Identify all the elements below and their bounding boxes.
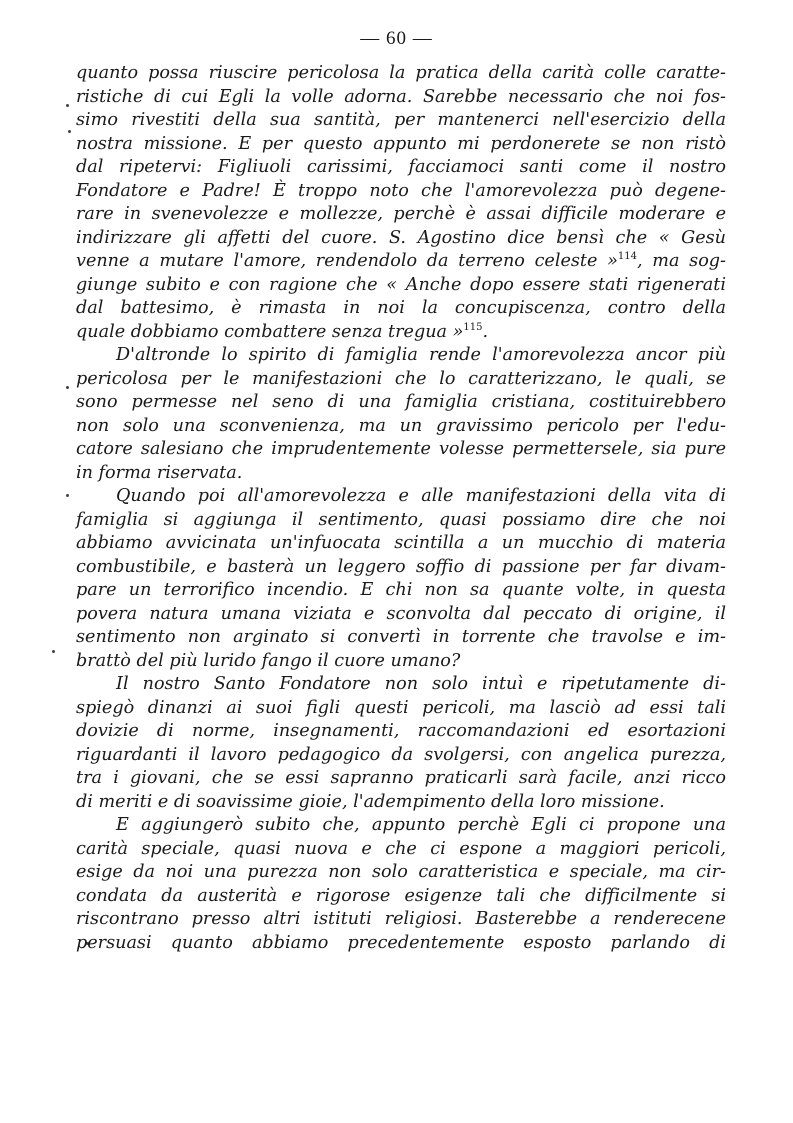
margin-speck bbox=[52, 650, 55, 653]
text-line bbox=[76, 109, 726, 133]
text-line bbox=[76, 932, 726, 956]
text-line bbox=[76, 274, 726, 298]
text-line-content: venne a mutare l'amore, rendendolo da terreno celeste » bbox=[76, 251, 618, 271]
text-line bbox=[76, 673, 726, 697]
text-line bbox=[76, 133, 726, 157]
text-line-content: indirizzare gli affetti del cuore. S. Agostino dice bensì che « Gesù bbox=[76, 227, 726, 248]
text-line-continuation: . bbox=[482, 321, 489, 342]
text-line-content: condata da austerità e rigorose esigenze tali che difficilmente si bbox=[76, 885, 726, 906]
text-line-content: abbiamo avvicinata un'infuocata scintilla a un mucchio di materia bbox=[76, 533, 726, 553]
text-line bbox=[76, 203, 726, 227]
text-line-content: quale dobbiamo combattere senza tregua » bbox=[76, 321, 464, 342]
text-line bbox=[76, 227, 726, 251]
text-line bbox=[76, 720, 726, 744]
text-line-content: di meriti e di soavissime gioie, l'adempimento della loro missione. bbox=[76, 791, 665, 812]
text-line-content: Il nostro Santo Fondatore non solo intuì e ripetutamente di- bbox=[116, 674, 726, 694]
text-line bbox=[76, 814, 726, 838]
text-line-content: non solo una sconvenienza, ma un gravissimo pericolo per l'edu- bbox=[76, 415, 726, 436]
body-text bbox=[76, 62, 726, 955]
text-line-content: quanto possa riuscire pericolosa la pratica della carità colle caratte- bbox=[76, 63, 726, 83]
text-line-content: pare un terrorifico incendio. E chi non sa quante volte, in questa bbox=[76, 580, 726, 600]
text-line-content: catore salesiano che imprudentemente volesse permettersele, sia pure bbox=[76, 439, 726, 459]
text-line-content: sono permesse nel seno di una famiglia cristiana, costituirebbero bbox=[76, 392, 726, 412]
text-line-content: riguardanti il lavoro pedagogico da svolgersi, con angelica purezza, bbox=[76, 744, 726, 765]
text-line-content: famiglia si aggiunga il sentimento, quasi possiamo dire che noi bbox=[76, 509, 726, 530]
text-line-content: rare in svenevolezze e mollezze, perchè è assai difficile moderare e bbox=[76, 204, 726, 224]
text-line bbox=[76, 62, 726, 86]
text-line bbox=[76, 885, 726, 909]
text-line bbox=[76, 556, 726, 580]
text-line bbox=[76, 532, 726, 556]
text-line bbox=[76, 626, 726, 650]
text-line bbox=[76, 321, 726, 345]
text-line bbox=[76, 485, 726, 509]
text-line bbox=[76, 180, 726, 204]
page-number: — 60 — bbox=[360, 28, 433, 49]
text-line bbox=[76, 579, 726, 603]
margin-speck bbox=[68, 130, 71, 133]
text-line-continuation: , ma sog- bbox=[636, 251, 726, 271]
text-line-content: giunge subito e con ragione che « Anche dopo essere stati rigenerati bbox=[76, 274, 726, 295]
text-line bbox=[76, 838, 726, 862]
text-line bbox=[76, 344, 726, 368]
footnote-reference: 115 bbox=[463, 321, 483, 333]
text-line-content: spiegò dinanzi ai suoi figli questi pericoli, ma lasciò ad essi tali bbox=[76, 697, 726, 718]
text-line bbox=[76, 650, 726, 674]
text-line-content: Quando poi all'amorevolezza e alle manifestazioni della vita di bbox=[116, 486, 726, 506]
text-line bbox=[76, 908, 726, 932]
text-line bbox=[76, 438, 726, 462]
text-line bbox=[76, 368, 726, 392]
text-line-content: Fondatore e Padre! È troppo noto che l'amorevolezza può degene- bbox=[76, 180, 726, 201]
text-line-content: ristiche di cui Egli la volle adorna. Sarebbe necessario che noi fos- bbox=[76, 86, 726, 107]
text-line-content: pericolosa per le manifestazioni che lo caratterizzano, le quali, se bbox=[76, 368, 726, 389]
text-line bbox=[76, 297, 726, 321]
margin-speck bbox=[66, 494, 69, 497]
margin-speck bbox=[66, 386, 69, 389]
text-line-content: riscontrano presso altri istituti religiosi. Basterebbe a renderecene bbox=[76, 909, 726, 929]
text-line bbox=[76, 415, 726, 439]
text-line bbox=[76, 156, 726, 180]
text-line-content: esige da noi una purezza non solo caratteristica e speciale, ma cir- bbox=[76, 862, 726, 882]
text-line-content: povera natura umana viziata e sconvolta dal peccato di origine, il bbox=[76, 603, 726, 624]
text-line bbox=[76, 697, 726, 721]
text-line-content: in forma riservata. bbox=[76, 462, 243, 483]
text-line-content: dovizie di norme, insegnamenti, raccomandazioni ed esortazioni bbox=[76, 721, 726, 741]
margin-speck bbox=[66, 104, 69, 107]
text-line-content: carità speciale, quasi nuova e che ci espone a maggiori pericoli, bbox=[76, 838, 726, 859]
text-line bbox=[76, 744, 726, 768]
text-line bbox=[76, 86, 726, 110]
text-line-content: nostra missione. E per questo appunto mi perdonerete se non ristò bbox=[76, 133, 726, 154]
text-line bbox=[76, 603, 726, 627]
text-line-content: dal ripetervi: Figliuoli carissimi, facciamoci santi come il nostro bbox=[76, 157, 726, 177]
text-line-content: dal battesimo, è rimasta in noi la concupiscenza, contro della bbox=[76, 298, 726, 318]
text-line bbox=[76, 250, 726, 274]
text-line bbox=[76, 462, 726, 486]
text-line bbox=[76, 391, 726, 415]
text-line bbox=[76, 767, 726, 791]
text-line-content: E aggiungerò subito che, appunto perchè Egli ci propone una bbox=[116, 815, 726, 835]
text-line-content: simo rivestiti della sua santità, per mantenerci nell'esercizio della bbox=[76, 110, 726, 130]
text-line-content: sentimento non arginato si convertì in torrente che travolse e im- bbox=[76, 627, 726, 647]
text-line bbox=[76, 861, 726, 885]
text-line bbox=[76, 509, 726, 533]
text-line-content: D'altronde lo spirito di famiglia rende l'amorevolezza ancor più bbox=[116, 345, 726, 365]
text-line bbox=[76, 791, 726, 815]
text-line-content: persuasi quanto abbiamo precedentemente esposto parlando di bbox=[76, 932, 726, 953]
text-line-content: tra i giovani, che se essi sapranno praticarli sarà facile, anzi ricco bbox=[76, 768, 726, 788]
text-line-content: brattò del più lurido fango il cuore umano? bbox=[76, 650, 461, 671]
footnote-reference: 114 bbox=[617, 251, 637, 263]
text-line-content: combustibile, e basterà un leggero soffio di passione per far divam- bbox=[76, 556, 726, 577]
